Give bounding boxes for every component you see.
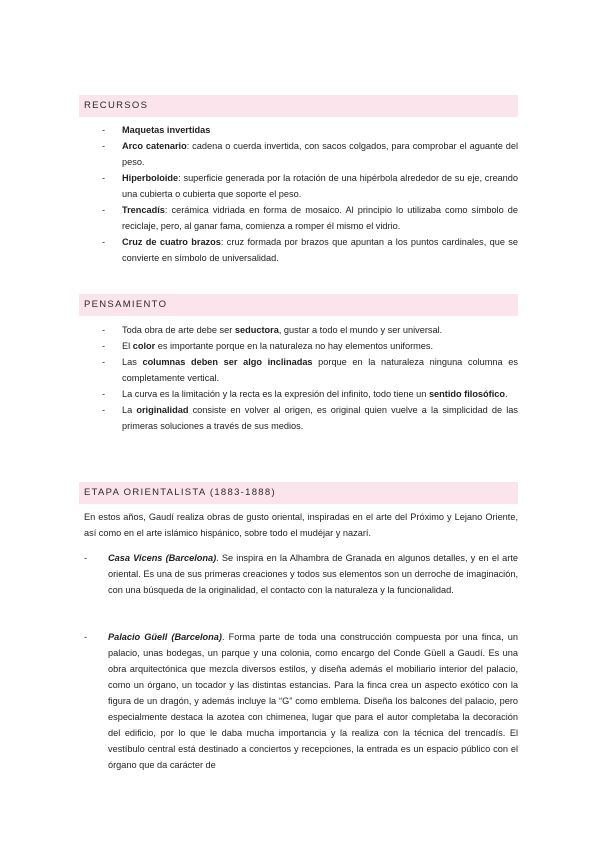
recursos-list [100,122,518,266]
list-item: - La originalidad consiste en volver al origen, es original quien vuelve a la simplicidad de las primeras soluciones a través de sus medios. [102,405,518,431]
list-item: - El color es importante porque en la naturaleza no hay elementos uniformes. [102,341,434,351]
list-item: - Cruz de cuatro brazos: cruz formada por brazos que apuntan a los puntos cardinales, que se convierte en símbolo de universalidad. [102,237,518,263]
list-item: - Arco catenario: cadena o cuerda invertida, con sacos colgados, para comprobar el aguante del peso. [102,141,518,167]
work-item-palacio-guell: - Palacio Güell (Barcelona). Forma parte de toda una construcción compuesta por una finca, un palacio, unas bodegas, un parque y una colonia, como encargo del Conde Güell a Gaudí. Es una obra arquitectónica que mezcla diversos estilos, y diseña además el mobiliario interior del palacio, como un órgano, un tocador y las distintas estancias. Para la finca crea un aspecto exótico con la figura de un dragón, y además incluye la “G” como emblema. Diseña los balcones del palacio, pero especialmente destaca la azotea con chimenea, lugar que para el autor completaba la decoración del edificio, por lo que le daba mucha importancia y la realiza con la técnica del trencadís. El vestíbulo central está destinado a conciertos y recepciones, la entrada es un espacio público con el órgano que da carácter de [84,632,518,770]
section-heading-etapa-orientalista: ETAPA ORIENTALISTA (1883-1888) [79,482,518,504]
list-item: - Toda obra de arte debe ser seductora, gustar a todo el mundo y ser universal. [102,325,443,335]
section-heading-recursos: RECURSOS [79,95,518,117]
section-heading-pensamiento: PENSAMIENTO [79,294,518,316]
intro-paragraph: En estos años, Gaudí realiza obras de gusto oriental, inspiradas en el arte del Próximo y Lejano Oriente, así como en el arte islámico hispánico, sobre todo el mudéjar y nazarí. [84,512,518,538]
list-item: - Las columnas deben ser algo inclinadas porque en la naturaleza ninguna columna es completamente vertical. [102,357,518,383]
pensamiento-list [100,322,518,434]
list-item: - Trencadís: cerámica vidriada en forma de mosaico. Al principio lo utilizaba como símbolo de reciclaje, pero, al ganar fama, comienza a romper él mismo el vidrio. [102,205,518,231]
work-item-casa-vicens: - Casa Vicens (Barcelona). Se inspira en la Alhambra de Granada en algunos detalles, y en el arte oriental. Es una de sus primeras creaciones y todos sus elementos son un derroche de imaginación, con una búsqueda de la originalidad, el contacto con la naturaleza y la funcionalidad. [84,553,518,595]
list-item: - Hiperboloide: superficie generada por la rotación de una hipérbola alrededor de su eje, creando una cubierta o cubierta que soporte el peso. [102,173,518,199]
list-item: - La curva es la limitación y la recta es la expresión del infinito, todo tiene un sentido filosófico. [102,389,508,399]
list-item: - Maquetas invertidas [102,125,211,135]
